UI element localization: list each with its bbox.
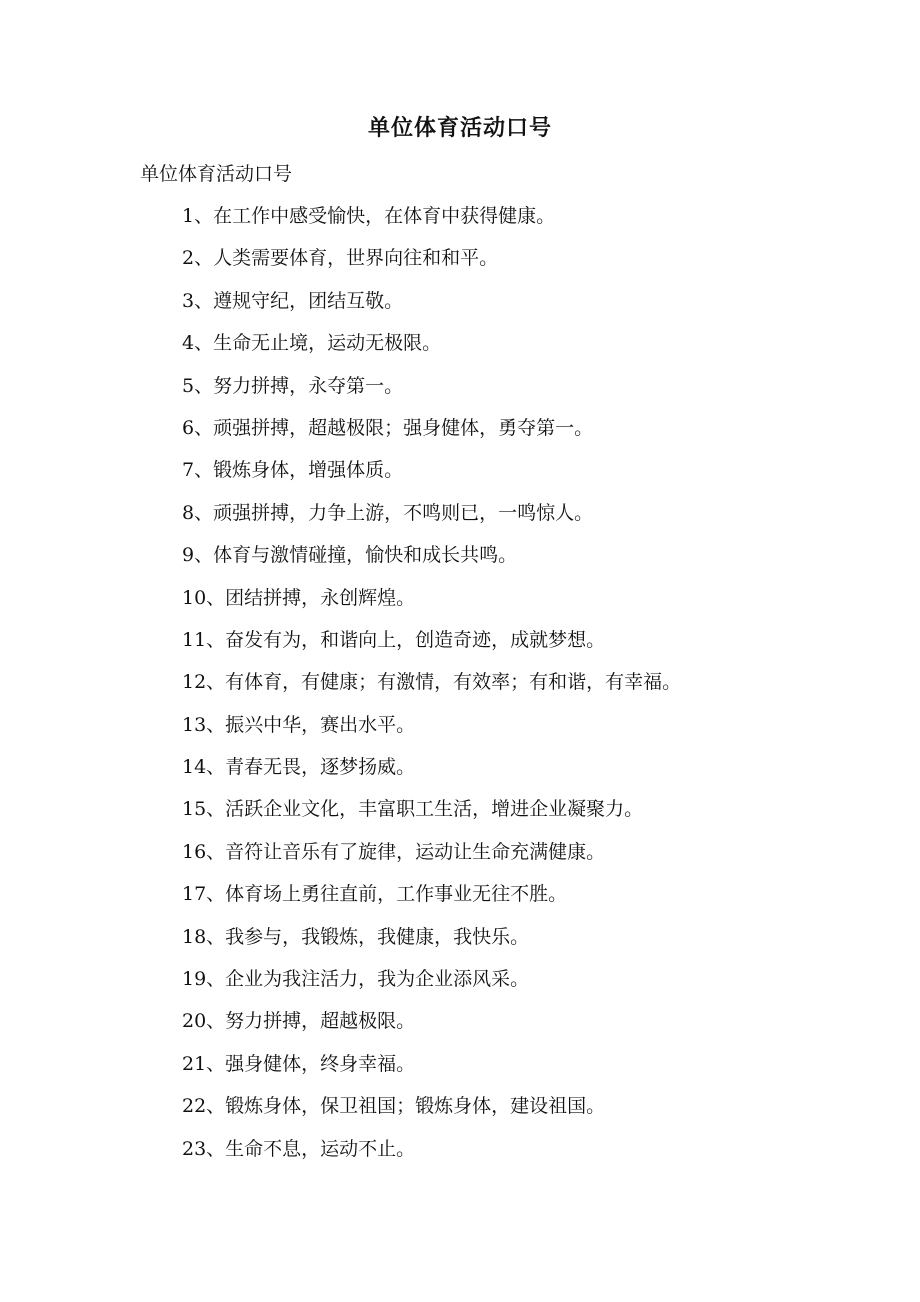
list-item: 23、生命不息，运动不止。 <box>182 1137 416 1160</box>
list-item: 10、团结拼搏，永创辉煌。 <box>182 586 416 609</box>
list-item: 2、人类需要体育，世界向往和和平。 <box>182 247 499 270</box>
list-item: 21、强身健体，终身幸福。 <box>182 1052 416 1075</box>
list-item: 7、锻炼身体，增强体质。 <box>182 459 404 482</box>
list-item: 19、企业为我注活力，我为企业添风采。 <box>182 968 530 991</box>
list-item: 13、振兴中华，赛出水平。 <box>182 713 416 736</box>
list-item: 11、奋发有为，和谐向上，创造奇迹，成就梦想。 <box>182 628 606 651</box>
document-subtitle: 单位体育活动口号 <box>140 163 293 185</box>
list-item: 22、锻炼身体，保卫祖国；锻炼身体，建设祖国。 <box>182 1095 606 1118</box>
list-item: 12、有体育，有健康；有激情，有效率；有和谐，有幸福。 <box>182 671 682 694</box>
list-item: 17、体育场上勇往直前，工作事业无往不胜。 <box>182 883 568 906</box>
list-item: 9、体育与激情碰撞，愉快和成长共鸣。 <box>182 544 518 567</box>
list-item: 6、顽强拼搏，超越极限；强身健体，勇夺第一。 <box>182 416 594 439</box>
list-item: 3、遵规守纪，团结互敬。 <box>182 289 404 312</box>
list-item: 14、青春无畏，逐梦扬威。 <box>182 756 416 779</box>
list-item: 1、在工作中感受愉快，在体育中获得健康。 <box>182 205 556 227</box>
list-item: 5、努力拼搏，永夺第一。 <box>182 374 404 397</box>
list-item: 16、音符让音乐有了旋律，运动让生命充满健康。 <box>182 840 606 863</box>
list-item: 15、活跃企业文化，丰富职工生活，增进企业凝聚力。 <box>182 798 644 821</box>
slogan-list <box>182 200 681 1175</box>
list-item: 20、努力拼搏，超越极限。 <box>182 1010 416 1033</box>
page-title: 单位体育活动口号 <box>367 115 552 141</box>
list-item: 8、顽强拼搏，力争上游，不鸣则已，一鸣惊人。 <box>182 501 594 524</box>
list-item: 4、生命无止境，运动无极限。 <box>182 332 442 355</box>
list-item: 18、我参与，我锻炼，我健康，我快乐。 <box>182 925 530 948</box>
